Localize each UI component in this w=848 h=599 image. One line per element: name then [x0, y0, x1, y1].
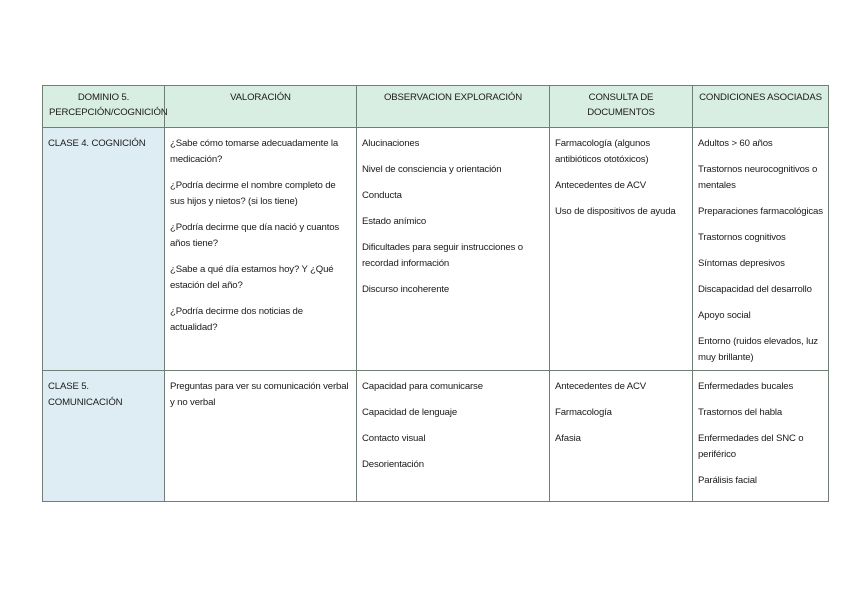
- list-item: ¿Podría decirme que día nació y cuantos años tiene?: [170, 222, 340, 249]
- list-item: Estado anímico: [362, 216, 427, 227]
- list-item: Desorientación: [362, 459, 424, 470]
- list-item: Farmacología (algunos antibióticos ototóxicos): [555, 138, 650, 165]
- header-observacion: OBSERVACION EXPLORACIÓN: [357, 86, 550, 128]
- list-item: Discapacidad del desarrollo: [698, 284, 812, 295]
- list-item: Nivel de consciencia y orientación: [362, 164, 502, 175]
- header-consulta: CONSULTA DE DOCUMENTOS: [550, 86, 693, 128]
- list-item: Alucinaciones: [362, 138, 420, 149]
- consulta-cell: [550, 128, 693, 371]
- valoracion-list: [170, 379, 351, 411]
- observacion-cell: [357, 128, 550, 371]
- list-item: Uso de dispositivos de ayuda: [555, 206, 676, 217]
- list-item: Trastornos neurocognitivos o mentales: [698, 164, 818, 191]
- observacion-cell: [357, 371, 550, 502]
- list-item: Apoyo social: [698, 310, 751, 321]
- list-item: Preguntas para ver su comunicación verbal y no verbal: [170, 381, 349, 408]
- observacion-list: [362, 136, 544, 298]
- list-item: Síntomas depresivos: [698, 258, 785, 269]
- condiciones-cell: [693, 371, 829, 502]
- table-row-comunicacion: [43, 371, 829, 502]
- condiciones-list: [698, 379, 823, 489]
- perception-cognition-table: [42, 85, 829, 502]
- list-item: Farmacología: [555, 407, 612, 418]
- table-header-row: [43, 86, 829, 128]
- list-item: Parálisis facial: [698, 475, 757, 486]
- list-item: Preparaciones farmacológicas: [698, 206, 823, 217]
- valoracion-cell: [165, 371, 357, 502]
- list-item: Afasia: [555, 433, 581, 444]
- class-cell: CLASE 4. COGNICIÓN: [43, 128, 165, 371]
- consulta-cell: [550, 371, 693, 502]
- valoracion-cell: [165, 128, 357, 371]
- list-item: Discurso incoherente: [362, 284, 450, 295]
- consulta-list: [555, 136, 687, 220]
- list-item: ¿Podría decirme el nombre completo de sus hijos y nietos? (si los tiene): [170, 180, 336, 207]
- list-item: ¿Sabe a qué día estamos hoy? Y ¿Qué estación del año?: [170, 264, 334, 291]
- list-item: Capacidad de lenguaje: [362, 407, 457, 418]
- header-valoracion: VALORACIÓN: [165, 86, 357, 128]
- list-item: Antecedentes de ACV: [555, 381, 647, 392]
- condiciones-cell: [693, 128, 829, 371]
- list-item: Capacidad para comunicarse: [362, 381, 483, 392]
- list-item: Adultos > 60 años: [698, 138, 773, 149]
- list-item: Enfermedades bucales: [698, 381, 794, 392]
- condiciones-list: [698, 136, 823, 366]
- list-item: ¿Sabe cómo tomarse adecuadamente la medicación?: [170, 138, 339, 165]
- list-item: Trastornos del habla: [698, 407, 783, 418]
- valoracion-list: [170, 136, 351, 336]
- header-dominio: DOMINIO 5. PERCEPCIÓN/COGNICIÓN: [43, 86, 165, 128]
- header-condiciones: CONDICIONES ASOCIADAS: [693, 86, 829, 128]
- list-item: ¿Podría decirme dos noticias de actualidad?: [170, 306, 303, 333]
- list-item: Conducta: [362, 190, 402, 201]
- list-item: Entorno (ruidos elevados, luz muy brillante): [698, 336, 818, 363]
- consulta-list: [555, 379, 687, 447]
- list-item: Antecedentes de ACV: [555, 180, 647, 191]
- class-cell: CLASE 5. COMUNICACIÓN: [43, 371, 165, 502]
- list-item: Enfermedades del SNC o periférico: [698, 433, 804, 460]
- table-row-cognicion: [43, 128, 829, 371]
- list-item: Dificultades para seguir instrucciones o recordad información: [362, 242, 523, 269]
- observacion-list: [362, 379, 544, 473]
- list-item: Trastornos cognitivos: [698, 232, 786, 243]
- list-item: Contacto visual: [362, 433, 426, 444]
